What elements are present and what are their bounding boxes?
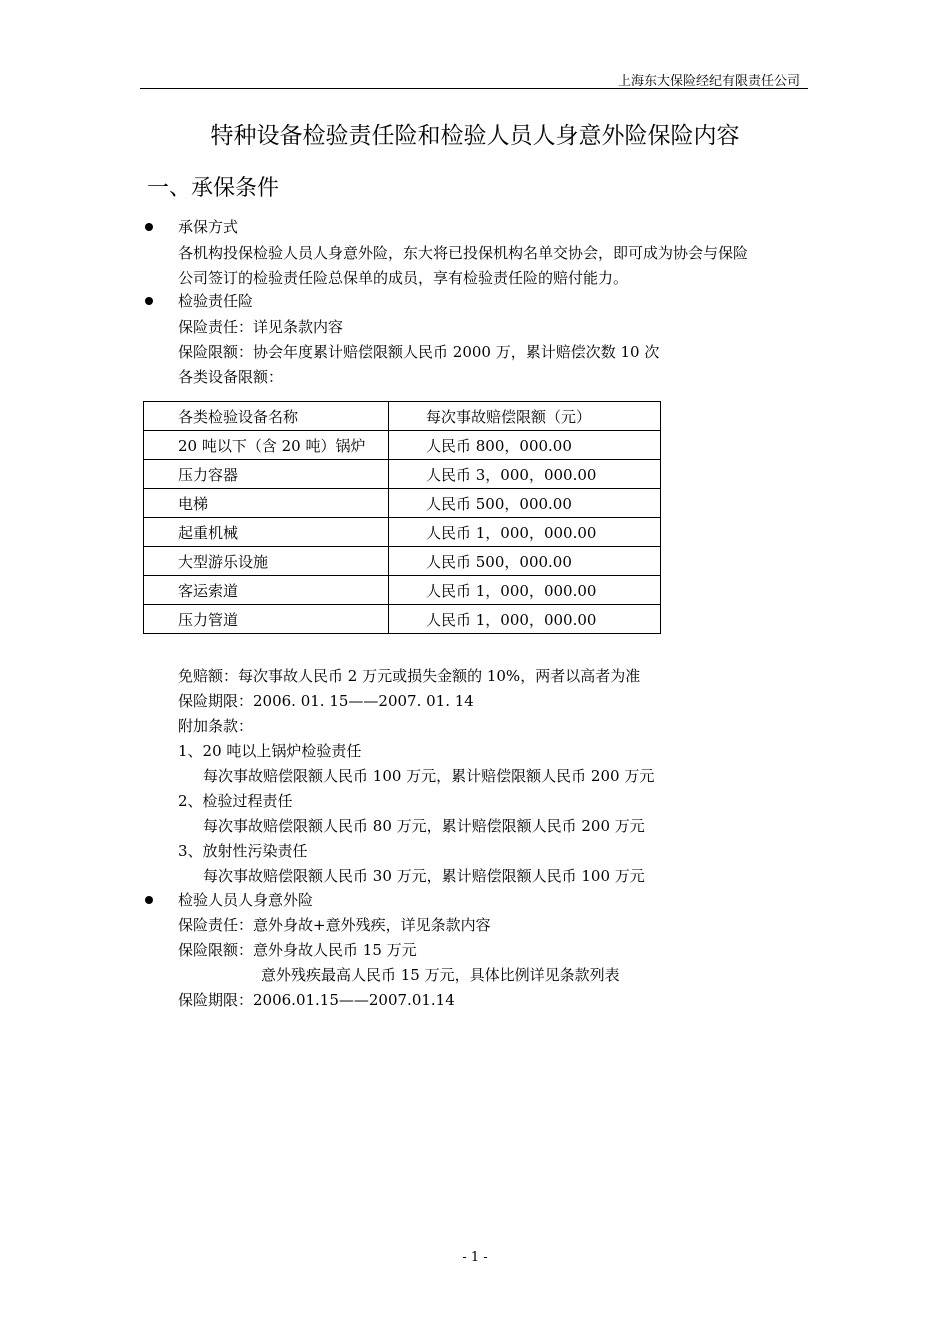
table-row [144,547,661,576]
table-header-cell: 每次事故赔偿限额（元） [389,402,661,431]
equipment-limits-table [143,401,661,634]
bullet-icon [145,297,153,305]
accident-limit-line1: 保险限额：意外身故人民币 15 万元 [178,941,417,959]
deductible: 免赔额：每次事故人民币 2 万元或损失金额的 10%，两者以高者为准 [178,667,641,685]
table-header-row [144,402,661,431]
equipment-name-cell: 电梯 [144,489,389,518]
limit-amount-cell: 人民币 500，000.00 [389,489,661,518]
equipment-limits-label: 各类设备限额： [178,368,284,386]
inspection-limit: 保险限额：协会年度累计赔偿限额人民币 2000 万，累计赔偿次数 10 次 [178,343,660,361]
inspection-period: 保险期限：2006. 01. 15——2007. 01. 14 [178,692,474,710]
equipment-name-cell: 大型游乐设施 [144,547,389,576]
clause-title: 1、20 吨以上锅炉检验责任 [178,742,362,760]
equipment-name-cell: 压力管道 [144,605,389,634]
limit-amount-cell: 人民币 1，000，000.00 [389,605,661,634]
clause-title: 2、检验过程责任 [178,792,293,810]
bullet-icon [145,223,153,231]
clause-detail: 每次事故赔偿限额人民币 80 万元，累计赔偿限额人民币 200 万元 [203,817,645,835]
header-rule [140,88,808,89]
clause-detail: 每次事故赔偿限额人民币 100 万元，累计赔偿限额人民币 200 万元 [203,767,655,785]
accident-period: 保险期限：2006.01.15——2007.01.14 [178,991,455,1009]
document-title: 特种设备检验责任险和检验人员人身意外险保险内容 [210,123,740,149]
underwriting-para-line1: 各机构投保检验人员人身意外险，东大将已投保机构名单交协会，即可成为协会与保险 [178,244,749,262]
clause-detail: 每次事故赔偿限额人民币 30 万元，累计赔偿限额人民币 100 万元 [203,867,645,885]
limit-amount-cell: 人民币 1，000，000.00 [389,518,661,547]
table-header-cell: 各类检验设备名称 [144,402,389,431]
page-number: - 1 - [462,1250,488,1265]
underwriting-para-line2: 公司签订的检验责任险总保单的成员，享有检验责任险的赔付能力。 [178,269,629,287]
table-row [144,460,661,489]
additional-clauses-label: 附加条款： [178,717,254,735]
equipment-name-cell: 压力容器 [144,460,389,489]
underwriting-label: 承保方式 [178,218,239,236]
equipment-name-cell: 起重机械 [144,518,389,547]
limit-amount-cell: 人民币 3，000，000.00 [389,460,661,489]
personal-accident-label: 检验人员人身意外险 [178,891,314,909]
section-heading: 一、承保条件 [147,176,280,201]
header-company: 上海东大保险经纪有限责任公司 [617,74,800,89]
equipment-name-cell: 客运索道 [144,576,389,605]
bullet-icon [145,896,153,904]
table-row [144,576,661,605]
accident-limit-line2: 意外残疾最高人民币 15 万元，具体比例详见条款列表 [261,966,620,984]
table-row [144,605,661,634]
inspection-coverage: 保险责任：详见条款内容 [178,318,344,336]
inspection-liability-label: 检验责任险 [178,292,254,310]
table-row [144,489,661,518]
clause-title: 3、放射性污染责任 [178,842,308,860]
limit-amount-cell: 人民币 500，000.00 [389,547,661,576]
limit-amount-cell: 人民币 800，000.00 [389,431,661,460]
table-row [144,518,661,547]
accident-coverage: 保险责任：意外身故+意外残疾，详见条款内容 [178,916,491,934]
limit-amount-cell: 人民币 1，000，000.00 [389,576,661,605]
equipment-name-cell: 20 吨以下（含 20 吨）锅炉 [144,431,389,460]
table-row [144,431,661,460]
